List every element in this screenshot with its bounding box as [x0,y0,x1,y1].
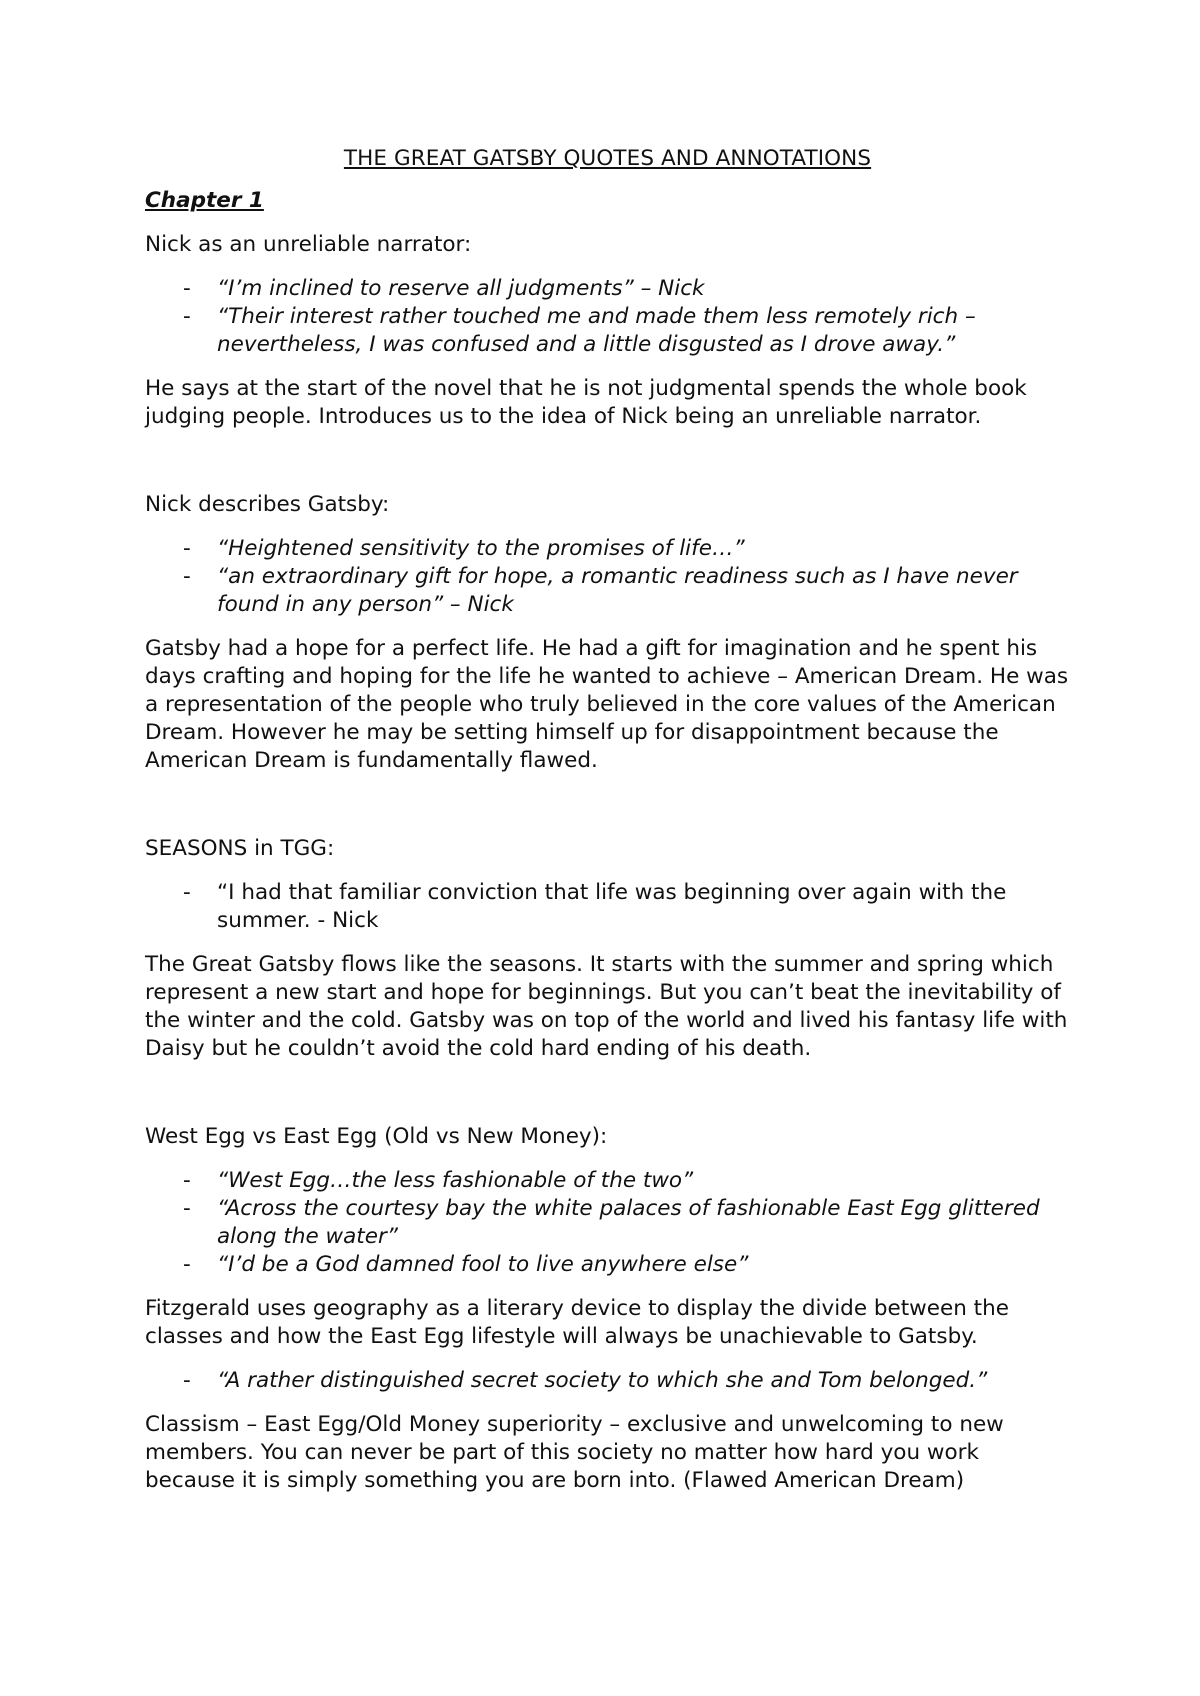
quote-item [145,1367,1070,1395]
quote-list [145,879,1070,935]
bullet-dash: - [183,276,191,301]
quote-item [145,303,1070,359]
quote-text: “Heightened sensitivity to the promises of life…” [217,536,745,561]
annotation-paragraph: Gatsby had a hope for a perfect life. He had a gift for imagination and he spent his days crafting and hoping for the life he wanted to achieve – American Dream. He was a representation of the people who truly believed in the core values of the American Dream. However he may be setting himself up for disappointment because the American Dream is fundamentally flawed. [145,636,1069,773]
bullet-dash: - [183,880,191,905]
quote-list [145,1167,1070,1279]
quote-item [145,535,1070,563]
quote-text: “I’d be a God damned fool to live anywhere else” [217,1252,749,1277]
quote-item [145,275,1070,303]
bullet-dash: - [183,1368,191,1393]
quote-list [145,1367,1070,1395]
quote-item [145,563,1070,619]
quote-text: “Across the courtesy bay the white palaces of fashionable East Egg glittered along the water” [217,1196,1040,1249]
quote-text: “I’m inclined to reserve all judgments” – Nick [217,276,705,301]
quote-list [145,535,1070,619]
quote-item [145,1195,1070,1251]
annotation-paragraph: He says at the start of the novel that he is not judgmental spends the whole book judging people. Introduces us to the idea of Nick being an unreliable narrator. [145,376,1027,429]
annotation-paragraph: The Great Gatsby flows like the seasons. It starts with the summer and spring which represent a new start and hope for beginnings. But you can’t beat the inevitability of the winter and the cold. Gatsby was on top of the world and lived his fantasy life with Daisy but he couldn’t avoid the cold hard ending of his death. [145,952,1068,1061]
quote-text: “an extraordinary gift for hope, a romantic readiness such as I have never found in any person” – Nick [217,564,1018,617]
document-title: THE GREAT GATSBY QUOTES AND ANNOTATIONS [343,146,872,171]
quote-text: “West Egg…the less fashionable of the two” [217,1168,694,1193]
document-body [145,145,1070,1511]
spacer [145,791,1070,835]
section-heading: West Egg vs East Egg (Old vs New Money): [145,1124,608,1149]
section-heading: SEASONS in TGG: [145,836,335,861]
bullet-dash: - [183,1168,191,1193]
section-heading: Nick as an unreliable narrator: [145,232,472,257]
quote-item [145,1251,1070,1279]
bullet-dash: - [183,304,191,329]
bullet-dash: - [183,1196,191,1221]
quote-list [145,275,1070,359]
quote-item [145,1167,1070,1195]
spacer [145,1079,1070,1123]
quote-text: “I had that familiar conviction that life was beginning over again with the summer. - Nick [217,880,1007,933]
bullet-dash: - [183,564,191,589]
bullet-dash: - [183,536,191,561]
spacer [145,447,1070,491]
annotation-paragraph: Classism – East Egg/Old Money superiority – exclusive and unwelcoming to new members. You can never be part of this society no matter how hard you work because it is simply something you are born into. (Flawed American Dream) [145,1412,1004,1493]
quote-text: “A rather distinguished secret society to which she and Tom belonged.” [217,1368,988,1393]
quote-text: “Their interest rather touched me and made them less remotely rich – nevertheless, I was confused and a little disgusted as I drove away.” [217,304,976,357]
section-heading: Nick describes Gatsby: [145,492,390,517]
chapter-heading: Chapter 1 [145,188,264,213]
quote-item [145,879,1070,935]
annotation-paragraph: Fitzgerald uses geography as a literary device to display the divide between the classes and how the East Egg lifestyle will always be unachievable to Gatsby. [145,1296,1009,1349]
bullet-dash: - [183,1252,191,1277]
